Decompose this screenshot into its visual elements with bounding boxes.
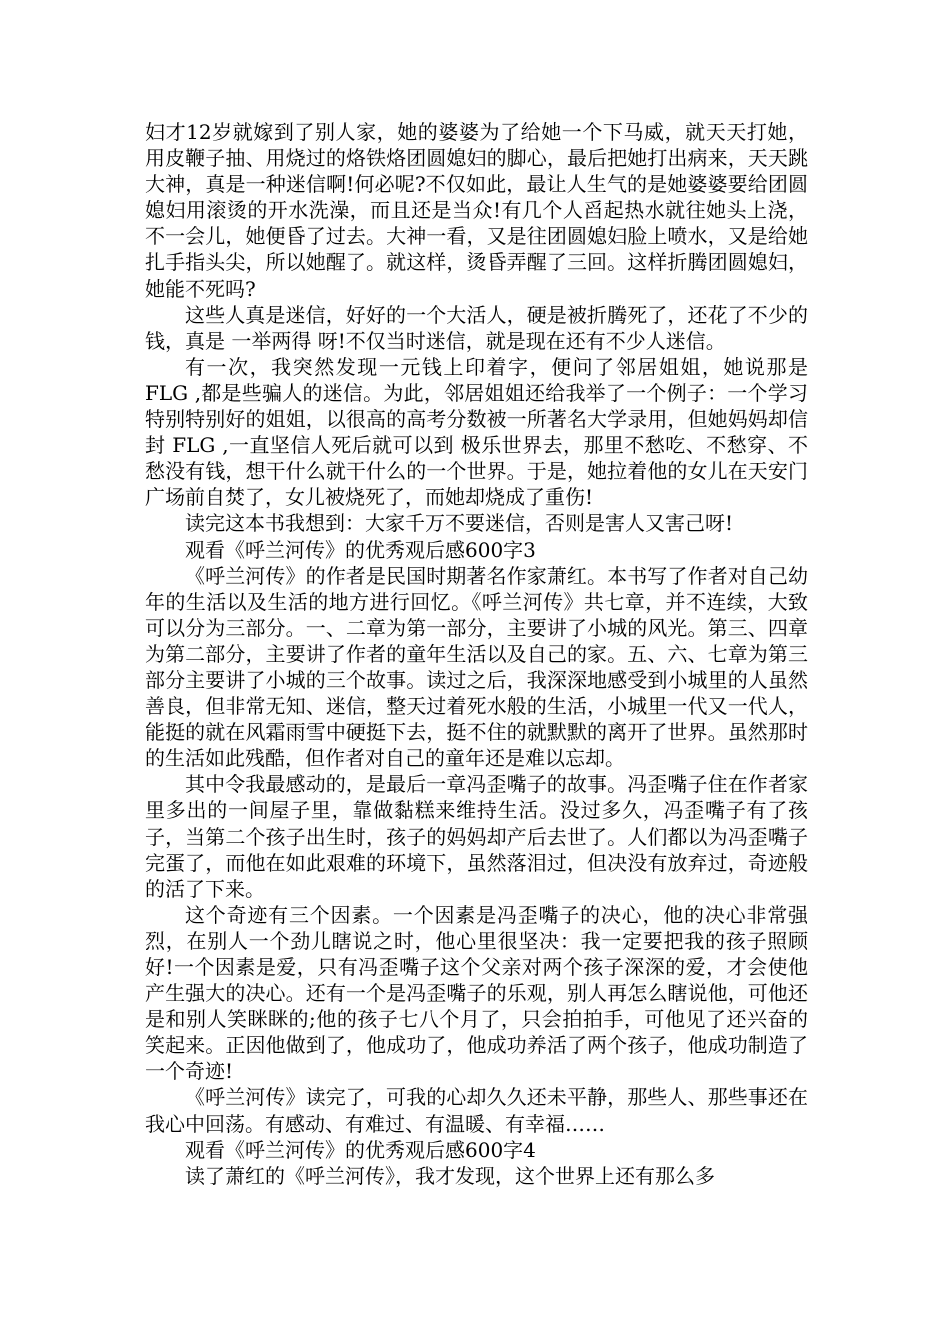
paragraph-7: 这个奇迹有三个因素。一个因素是冯歪嘴子的决心，他的决心非常强烈，在别人一个劲儿瞎说之时，他心里很坚决：我一定要把我的孩子照顾好!一个因素是爱，只有冯歪嘴子这个父亲对两个孩子深深的爱，才会使他产生强大的决心。还有一个是冯歪嘴子的乐观，别人再怎么瞎说他，可他还是和别人笑眯眯的;他的孩子七八个月了，只会拍拍手，可他见了还兴奋的笑起来。正因他做到了，他成功了，他成功养活了两个孩子，他成功制造了一个奇迹! xyxy=(145,902,808,1084)
paragraph-4: 读完这本书我想到：大家千万不要迷信，否则是害人又害己呀! xyxy=(185,511,734,536)
document-page xyxy=(145,119,808,1189)
paragraph-1: 妇才12岁就嫁到了别人家，她的婆婆为了给她一个下马威，就天天打她，用皮鞭子抽、用烧过的烙铁烙团圆媳妇的脚心，最后把她打出病来，天天跳大神，真是一种迷信啊!何必呢?不仅如此，最让人生气的是她婆婆要给团圆媳妇用滚烫的开水洗澡，而且还是当众!有几个人舀起热水就往她头上浇，不一会儿，她便昏了过去。大神一看，又是往团圆媳妇脸上喷水，又是给她扎手指头尖，所以她醒了。就这样，烫昏弄醒了三回。这样折腾团圆媳妇，她能不死吗? xyxy=(145,120,808,301)
paragraph-6: 其中令我最感动的，是最后一章冯歪嘴子的故事。冯歪嘴子住在作者家里多出的一间屋子里，靠做黏糕来维持生活。没过多久，冯歪嘴子有了孩子，当第二个孩子出生时，孩子的妈妈却产后去世了。人们都以为冯歪嘴子完蛋了，而他在如此艰难的环境下，虽然落泪过，但决没有放弃过，奇迹般的活了下来。 xyxy=(145,772,808,901)
paragraph-3: 有一次，我突然发现一元钱上印着字，便问了邻居姐姐，她说那是 FLG ,都是些骗人的迷信。为此，邻居姐姐还给我举了一个例子：一个学习特别特别好的姐姐，以很高的高考分数被一所著名大学录用，但她妈妈却信封 FLG ,一直坚信人死后就可以到 极乐世界去，那里不愁吃、不愁穿、不愁没有钱，想干什么就干什么的一个世界。于是，她拉着他的女儿在天安门广场前自焚了，女儿被烧死了，而她却烧成了重伤! xyxy=(145,354,808,510)
paragraph-2: 这些人真是迷信，好好的一个大活人，硬是被折腾死了，还花了不少的钱，真是 一举两得 呀!不仅当时迷信，就是现在还有不少人迷信。 xyxy=(145,302,808,353)
section-heading-3: 观看《呼兰河传》的优秀观后感600字3 xyxy=(185,537,536,562)
paragraph-8: 《呼兰河传》读完了，可我的心却久久还未平静，那些人、那些事还在我心中回荡。有感动、有难过、有温暖、有幸福…… xyxy=(145,1085,808,1136)
paragraph-9: 读了萧红的《呼兰河传》，我才发现，这个世界上还有那么多 xyxy=(185,1163,715,1188)
paragraph-5: 《呼兰河传》的作者是民国时期著名作家萧红。本书写了作者对自己幼年的生活以及生活的地方进行回忆。《呼兰河传》共七章，并不连续，大致可以分为三部分。一、二章为第一部分，主要讲了小城的风光。第三、四章为第二部分，主要讲了作者的童年生活以及自己的家。五、六、七章为第三部分主要讲了小城的三个故事。读过之后，我深深地感受到小城里的人虽然善良，但非常无知、迷信，整天过着死水般的生活，小城里一代又一代人，能挺的就在风霜雨雪中硬挺下去，挺不住的就默默的离开了世界。虽然那时的生活如此残酷，但作者对自己的童年还是难以忘却。 xyxy=(145,563,808,771)
section-heading-4: 观看《呼兰河传》的优秀观后感600字4 xyxy=(185,1137,536,1162)
